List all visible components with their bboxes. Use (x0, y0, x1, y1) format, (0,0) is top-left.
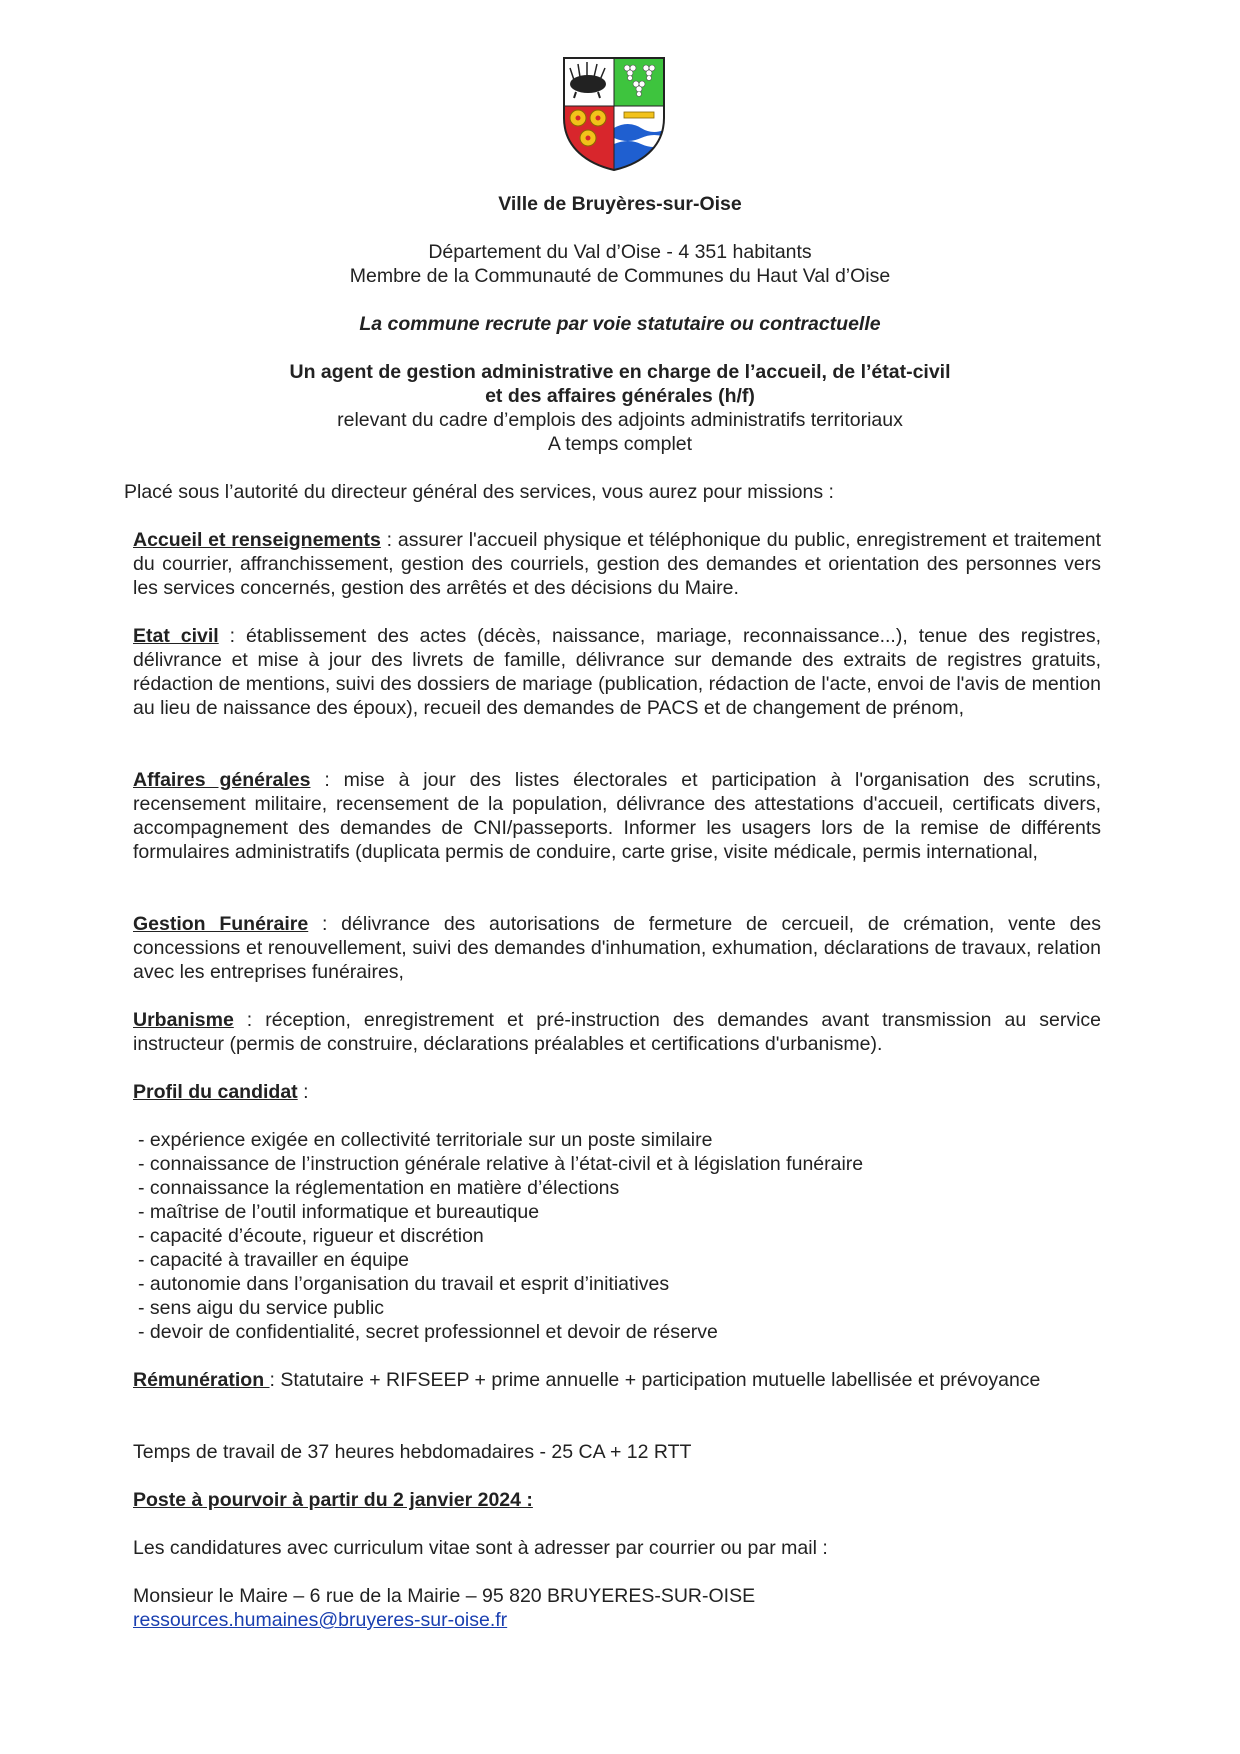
mission-text: : établissement des actes (décès, naissance, mariage, reconnaissance...), tenue des registres, délivrance et mise à jour des livrets de famille, délivrance sur demande des extraits de registres gratuits, rédaction de mentions, suivi des dossiers de mariage (publication, rédaction de l'acte, envoi de l'avis de mention au lieu de naissance des époux), recueil des demandes de PACS et de changement de prénom, (133, 625, 1101, 719)
job-title-line-1: Un agent de gestion administrative en charge de l’accueil, de l’état-civil (289, 361, 951, 383)
intro-text: Placé sous l’autorité du directeur général des services, vous aurez pour missions : (124, 481, 834, 503)
profile-heading (133, 1080, 1101, 1104)
list-item: - maîtrise de l’outil informatique et bureautique (138, 1201, 540, 1223)
framework-line: relevant du cadre d’emplois des adjoints administratifs territoriaux (337, 409, 903, 431)
apply-line: Les candidatures avec curriculum vitae sont à adresser par courrier ou par mail : (133, 1537, 828, 1559)
mission-urbanisme (133, 1008, 1101, 1056)
mission-label: Accueil et renseignements (133, 529, 381, 551)
mission-accueil (133, 528, 1101, 600)
list-item: - autonomie dans l’organisation du travail et esprit d’initiatives (138, 1273, 670, 1295)
remuneration-section (133, 1368, 1101, 1392)
mission-etat-civil (133, 624, 1101, 720)
list-item: - capacité d’écoute, rigueur et discrétion (138, 1225, 484, 1247)
job-title-line-2: et des affaires générales (h/f) (485, 385, 755, 407)
mission-text: : assurer l'accueil physique et téléphonique du public, enregistrement et traitement du courrier, affranchissement, gestion des courriels, gestion des demandes et orientation des personnes vers les services concernés, gestion des arrêtés et des décisions du Maire. (133, 529, 1102, 599)
worktime-line: Temps de travail de 37 heures hebdomadaires - 25 CA + 12 RTT (133, 1441, 692, 1463)
email-wrap (133, 1608, 1101, 1632)
list-item: - connaissance de l’instruction générale relative à l’état-civil et à législation funéraire (138, 1153, 864, 1175)
start-line-wrap (133, 1488, 1101, 1512)
mission-label: Gestion Funéraire (133, 913, 309, 935)
list-item: - capacité à travailler en équipe (138, 1249, 409, 1271)
mission-gestion-funeraire (133, 912, 1101, 984)
mission-label: Urbanisme (133, 1009, 234, 1031)
mission-text: : délivrance des autorisations de fermeture de cercueil, de crémation, vente des concessions et renouvellement, suivi des demandes d'inhumation, exhumation, déclarations de travaux, relation avec les entreprises funéraires, (133, 913, 1102, 983)
mission-text: : mise à jour des listes électorales et participation à l'organisation des scrutins, recensement militaire, recensement de la population, délivrance des attestations d'accueil, certificats divers, accompagnement des demandes de CNI/passeports. Informer les usagers lors de la remise de différents formulaires administratifs (duplicata permis de conduire, carte grise, visite médicale, permis international, (133, 769, 1101, 863)
start-date-line: Poste à pourvoir à partir du 2 janvier 2024 : (133, 1489, 533, 1511)
mission-label: Affaires générales (133, 769, 311, 791)
profile-list (138, 1128, 1098, 1344)
time-line: A temps complet (547, 433, 693, 455)
profile-suffix: : (297, 1081, 309, 1103)
remuneration-label: Rémunération (133, 1369, 270, 1391)
recruit-line: La commune recrute par voie statutaire ou contractuelle (359, 313, 881, 335)
list-item: - devoir de confidentialité, secret professionnel et devoir de réserve (138, 1321, 718, 1343)
list-item: - expérience exigée en collectivité territoriale sur un poste similaire (138, 1129, 713, 1151)
profile-label: Profil du candidat (133, 1081, 298, 1103)
mission-text: : réception, enregistrement et pré-instruction des demandes avant transmission au service instructeur (permis de construire, déclarations préalables et certifications d'urbanisme). (133, 1009, 1101, 1055)
address-line: Monsieur le Maire – 6 rue de la Mairie – 95 820 BRUYERES-SUR-OISE (133, 1585, 756, 1607)
email-link[interactable]: ressources.humaines@bruyeres-sur-oise.fr (133, 1609, 508, 1631)
town-name: Ville de Bruyères-sur-Oise (498, 193, 742, 215)
department-line: Département du Val d’Oise - 4 351 habitants (428, 241, 812, 263)
mission-affaires-generales (133, 768, 1101, 864)
remuneration-text: : Statutaire + RIFSEEP + prime annuelle + participation mutuelle labellisée et prévoyance (269, 1369, 1041, 1391)
community-line: Membre de la Communauté de Communes du Haut Val d’Oise (349, 265, 891, 287)
list-item: - connaissance la réglementation en matière d’élections (138, 1177, 620, 1199)
mission-label: Etat civil (133, 625, 219, 647)
list-item: - sens aigu du service public (138, 1297, 385, 1319)
coat-of-arms-logo (560, 56, 668, 172)
